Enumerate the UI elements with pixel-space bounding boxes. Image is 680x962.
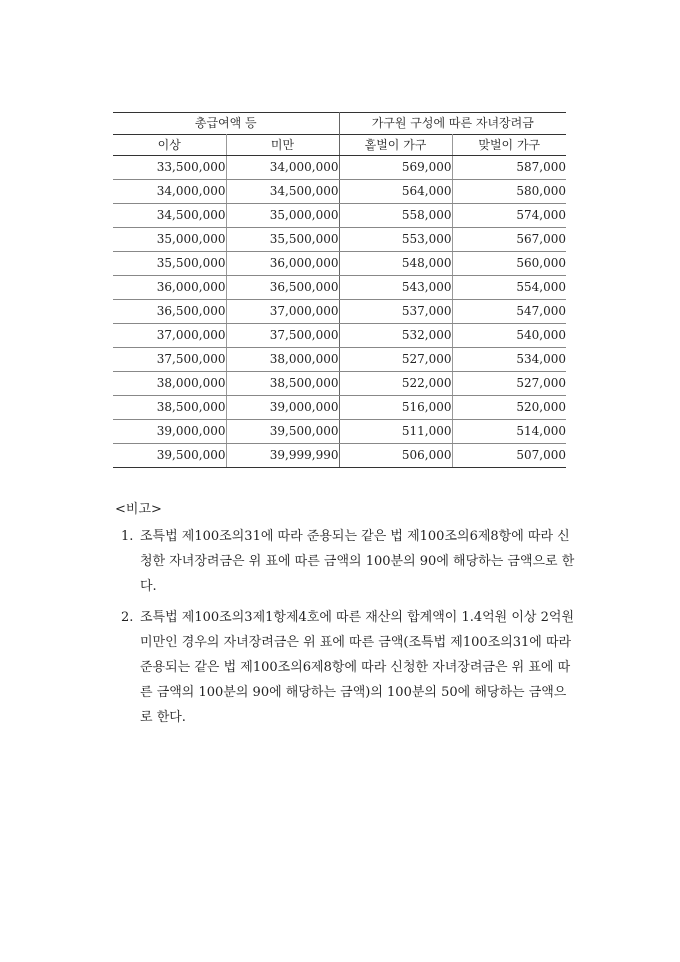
cell-single-earner-amount: 543,000 (339, 276, 452, 300)
cell-income-low: 38,000,000 (113, 372, 226, 396)
cell-income-high: 37,000,000 (226, 300, 339, 324)
table-row (113, 444, 566, 468)
cell-income-low: 39,500,000 (113, 444, 226, 468)
cell-income-high: 38,500,000 (226, 372, 339, 396)
cell-dual-earner-amount: 574,000 (452, 204, 566, 228)
remark-text: 조특법 제100조의31에 따라 준용되는 같은 법 제100조의6제8항에 따라 신청한 자녀장려금은 위 표에 따른 금액의 100분의 90에 해당하는 금액으로 한다. (140, 529, 575, 594)
table-row (113, 348, 566, 372)
cell-single-earner-amount: 537,000 (339, 300, 452, 324)
cell-dual-earner-amount: 540,000 (452, 324, 566, 348)
cell-single-earner-amount: 522,000 (339, 372, 452, 396)
cell-income-high: 35,000,000 (226, 204, 339, 228)
cell-income-low: 33,500,000 (113, 156, 226, 180)
cell-dual-earner-amount: 554,000 (452, 276, 566, 300)
cell-dual-earner-amount: 534,000 (452, 348, 566, 372)
cell-income-low: 36,000,000 (113, 276, 226, 300)
table-row (113, 180, 566, 204)
cell-income-high: 39,000,000 (226, 396, 339, 420)
remark-number: 1. (121, 529, 134, 544)
header-total-income: 총급여액 등 (113, 113, 339, 135)
cell-income-low: 39,000,000 (113, 420, 226, 444)
cell-dual-earner-amount: 507,000 (452, 444, 566, 468)
cell-single-earner-amount: 506,000 (339, 444, 452, 468)
cell-single-earner-amount: 553,000 (339, 228, 452, 252)
header-child-credit-by-household: 가구원 구성에 따른 자녀장려금 (339, 113, 566, 135)
cell-dual-earner-amount: 567,000 (452, 228, 566, 252)
cell-income-high: 39,500,000 (226, 420, 339, 444)
cell-income-low: 37,000,000 (113, 324, 226, 348)
table-row (113, 276, 566, 300)
cell-single-earner-amount: 569,000 (339, 156, 452, 180)
cell-single-earner-amount: 564,000 (339, 180, 452, 204)
cell-single-earner-amount: 511,000 (339, 420, 452, 444)
cell-single-earner-amount: 527,000 (339, 348, 452, 372)
cell-dual-earner-amount: 560,000 (452, 252, 566, 276)
table-row (113, 420, 566, 444)
table-row (113, 324, 566, 348)
cell-income-high: 36,500,000 (226, 276, 339, 300)
cell-income-high: 38,000,000 (226, 348, 339, 372)
cell-income-low: 37,500,000 (113, 348, 226, 372)
cell-dual-earner-amount: 587,000 (452, 156, 566, 180)
table-row (113, 300, 566, 324)
remark-note (115, 524, 575, 599)
cell-dual-earner-amount: 527,000 (452, 372, 566, 396)
cell-income-high: 35,500,000 (226, 228, 339, 252)
table-row (113, 204, 566, 228)
table-row (113, 252, 566, 276)
cell-income-high: 37,500,000 (226, 324, 339, 348)
table-row (113, 156, 566, 180)
table-row (113, 396, 566, 420)
cell-income-high: 39,999,990 (226, 444, 339, 468)
remark-note (115, 605, 575, 730)
cell-dual-earner-amount: 520,000 (452, 396, 566, 420)
cell-income-high: 34,500,000 (226, 180, 339, 204)
cell-dual-earner-amount: 547,000 (452, 300, 566, 324)
header-col-dual-earner: 맞벌이 가구 (452, 135, 566, 156)
cell-income-high: 36,000,000 (226, 252, 339, 276)
cell-income-low: 34,000,000 (113, 180, 226, 204)
table-row (113, 228, 566, 252)
table-header-group-row (113, 113, 566, 135)
remarks-section (115, 497, 575, 736)
cell-income-low: 35,500,000 (113, 252, 226, 276)
cell-single-earner-amount: 548,000 (339, 252, 452, 276)
cell-income-low: 34,500,000 (113, 204, 226, 228)
cell-single-earner-amount: 558,000 (339, 204, 452, 228)
header-col-high: 미만 (226, 135, 339, 156)
cell-income-low: 38,500,000 (113, 396, 226, 420)
child-tax-credit-table (113, 112, 566, 468)
cell-income-low: 35,000,000 (113, 228, 226, 252)
cell-income-high: 34,000,000 (226, 156, 339, 180)
cell-single-earner-amount: 516,000 (339, 396, 452, 420)
header-col-low: 이상 (113, 135, 226, 156)
cell-income-low: 36,500,000 (113, 300, 226, 324)
remarks-title: <비고> (115, 502, 162, 517)
cell-single-earner-amount: 532,000 (339, 324, 452, 348)
cell-dual-earner-amount: 580,000 (452, 180, 566, 204)
remark-text: 조특법 제100조의3제1항제4호에 따른 재산의 합계액이 1.4억원 이상 2억원 미만인 경우의 자녀장려금은 위 표에 따른 금액(조특법 제100조의31에 따라 준용되는 같은 법 제100조의6제8항에 따라 신청한 자녀장려금은 위 표에 따른 금액의 100분의 90에 해당하는 금액)의 100분의 50에 해당하는 금액으로 한다. (140, 610, 575, 725)
remark-number: 2. (121, 610, 134, 625)
table-header-row (113, 135, 566, 156)
table-row (113, 372, 566, 396)
cell-dual-earner-amount: 514,000 (452, 420, 566, 444)
header-col-single-earner: 홑벌이 가구 (339, 135, 452, 156)
